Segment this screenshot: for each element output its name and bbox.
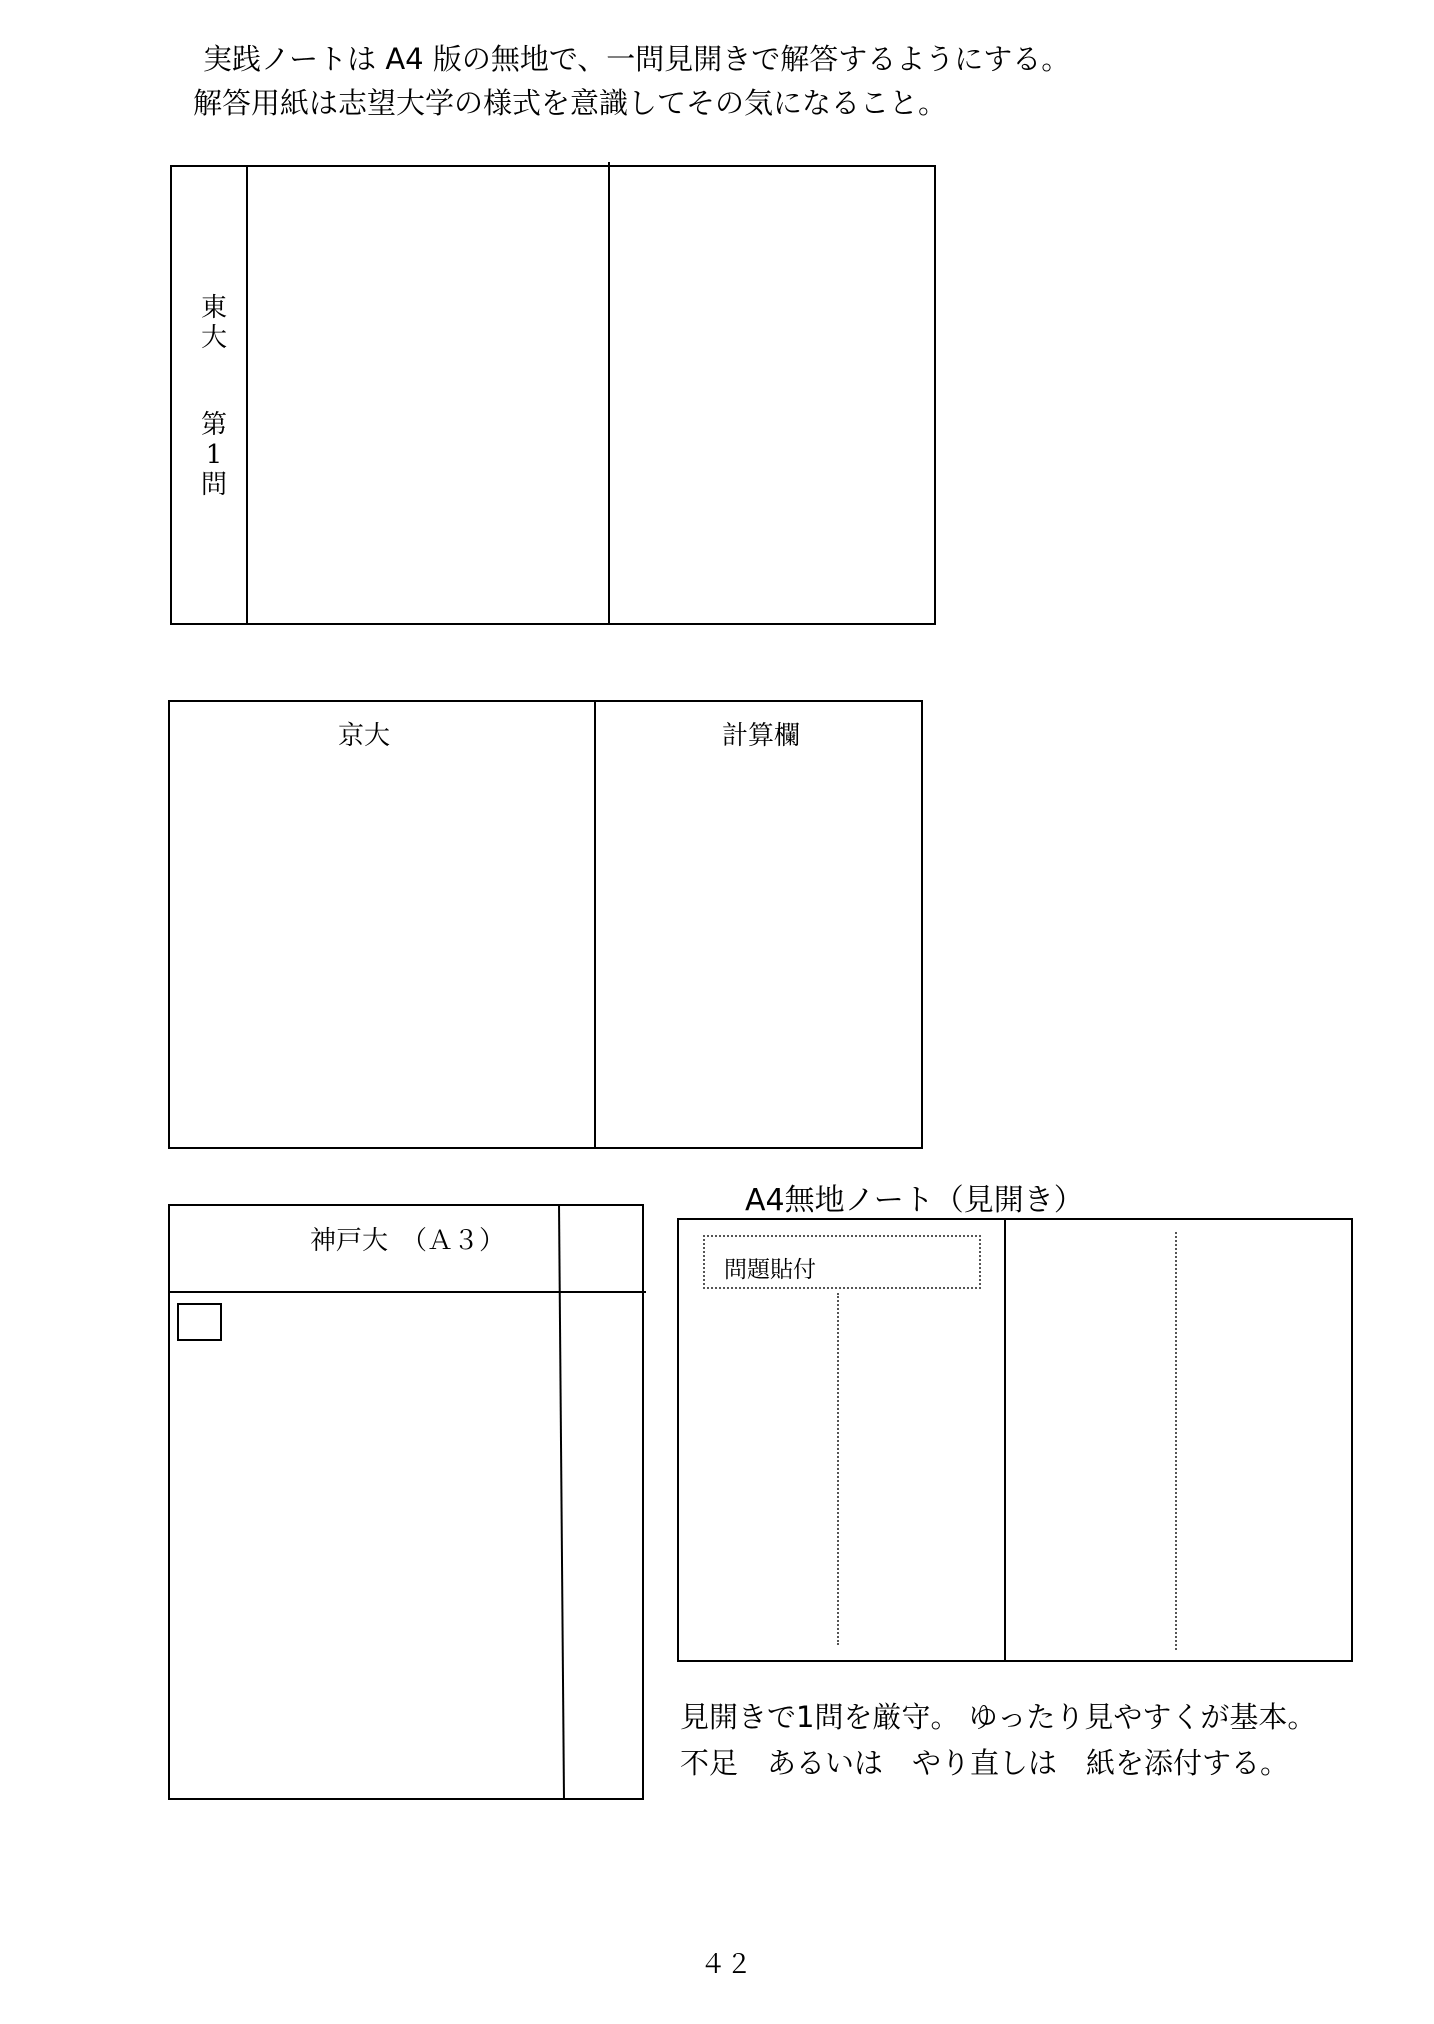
kobe-title: 神戸大 （Ａ３）	[310, 1226, 506, 1256]
intro-line-1: 実践ノートは A4 版の無地で、一問見開きで解答するようにする。	[203, 42, 1071, 76]
kyodai-center-divider	[594, 700, 596, 1149]
todai-frame	[170, 165, 936, 625]
a4-notebook-spine	[1004, 1218, 1006, 1662]
a4-notebook-caption: A4無地ノート（見開き）	[745, 1183, 1084, 1218]
calculation-column-label: 計算欄	[722, 721, 801, 751]
note-line-2: 不足 あるいは やり直しは 紙を添付する。	[680, 1746, 1290, 1780]
left-page-guide-line	[837, 1293, 839, 1645]
note-line-1: 見開きで1問を厳守。 ゆったり見やすくが基本。	[680, 1700, 1317, 1734]
kobe-right-divider	[555, 1204, 567, 1800]
todai-center-divider	[608, 162, 610, 625]
todai-label-divider	[246, 165, 248, 625]
kobe-frame	[168, 1204, 644, 1800]
right-page-guide-line	[1175, 1232, 1177, 1650]
problem-paste-label: 問題貼付	[724, 1257, 816, 1283]
todai-label-university: 東大	[200, 293, 227, 353]
todai-label-question: 第1問	[200, 410, 227, 500]
kyodai-label: 京大	[338, 721, 391, 751]
kyodai-frame	[168, 700, 923, 1149]
page-number: ４２	[700, 1950, 753, 1980]
question-number-box	[177, 1303, 222, 1341]
intro-line-2: 解答用紙は志望大学の様式を意識してその気になること。	[193, 86, 948, 120]
kobe-header-divider	[168, 1291, 646, 1293]
